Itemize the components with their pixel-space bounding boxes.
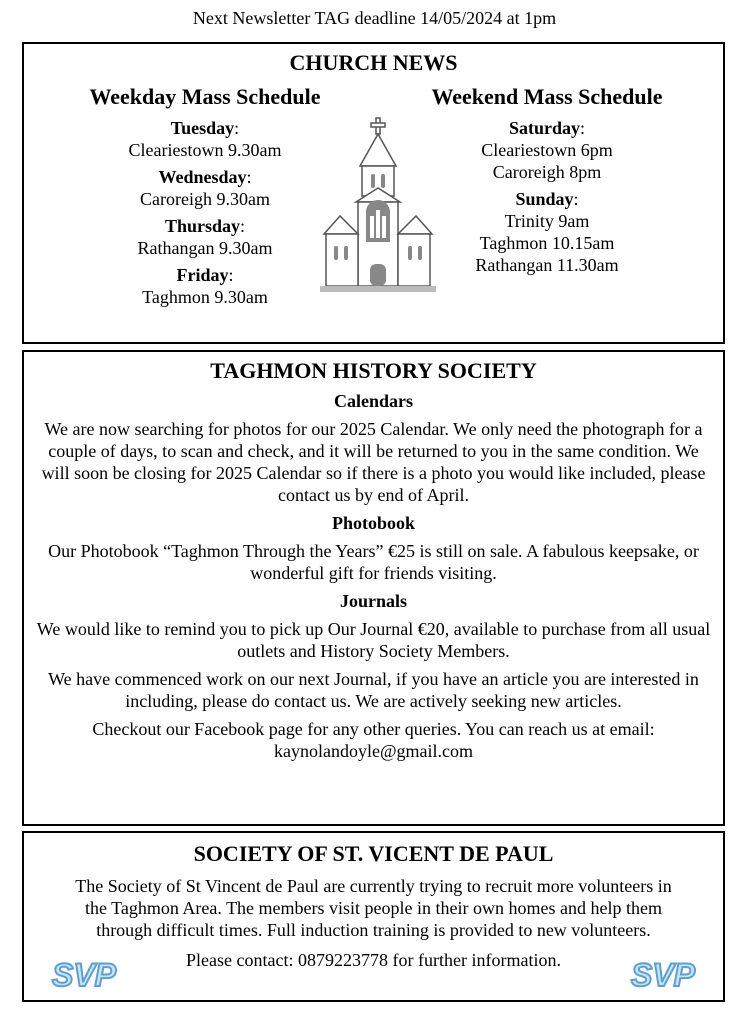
weekend-time: Taghmon 10.15am bbox=[479, 233, 615, 253]
weekday-time: Rathangan 9.30am bbox=[137, 238, 273, 258]
svp-box bbox=[22, 831, 725, 1002]
calendars-heading: Calendars bbox=[333, 391, 413, 411]
weekend-time: Cleariestown 6pm bbox=[481, 140, 613, 160]
weekday-time: Taghmon 9.30am bbox=[142, 287, 268, 307]
weekday-day-friday: Friday: bbox=[176, 265, 234, 285]
weekend-time: Trinity 9am bbox=[504, 211, 590, 231]
weekend-day-saturday: Saturday: bbox=[508, 118, 586, 138]
newsletter-deadline: Next Newsletter TAG deadline 14/05/2024 at 1pm bbox=[192, 8, 557, 28]
svg-text:SVP: SVP bbox=[630, 958, 696, 992]
weekday-day-thursday: Thursday: bbox=[164, 216, 246, 236]
photobook-text: Our Photobook “Taghmon Through the Years” €25 is still on sale. A fabulous keepsake, or wonderful gift for friends visiting. bbox=[48, 541, 699, 583]
weekend-time: Rathangan 11.30am bbox=[475, 255, 619, 275]
weekend-schedule bbox=[402, 84, 692, 282]
history-society-title: TAGHMON HISTORY SOCIETY bbox=[210, 358, 537, 383]
svp-logo bbox=[611, 958, 715, 992]
svg-text:SVP: SVP bbox=[51, 958, 117, 992]
weekday-time: Caroreigh 9.30am bbox=[140, 189, 270, 209]
photobook-heading: Photobook bbox=[331, 513, 416, 533]
church-news-title: CHURCH NEWS bbox=[289, 50, 458, 75]
weekend-day-sunday: Sunday: bbox=[515, 189, 579, 209]
journals-text: We have commenced work on our next Journal, if you have an article you are interested in including, please do contact us. We are actively seeking new articles. bbox=[48, 669, 699, 711]
svp-contact: Please contact: 0879223778 for further information. bbox=[186, 950, 561, 970]
weekday-day-wednesday: Wednesday: bbox=[158, 167, 252, 187]
weekday-day-tuesday: Tuesday: bbox=[170, 118, 240, 138]
svp-text: The Society of St Vincent de Paul are currently trying to recruit more volunteers in the Taghmon Area. The members visit people in their own homes and help them through difficult times. Full induction training is provided to new volunteers. bbox=[75, 876, 672, 940]
weekend-heading: Weekend Mass Schedule bbox=[431, 84, 663, 109]
weekday-schedule bbox=[60, 84, 350, 314]
svp-title: SOCIETY OF ST. VICENT DE PAUL bbox=[193, 841, 554, 866]
weekday-heading: Weekday Mass Schedule bbox=[89, 84, 321, 109]
weekday-time: Cleariestown 9.30am bbox=[128, 140, 282, 160]
svp-logo bbox=[32, 958, 136, 992]
church-news-box bbox=[22, 42, 725, 344]
journals-heading: Journals bbox=[339, 591, 408, 611]
journals-text: We would like to remind you to pick up Our Journal €20, available to purchase from all usual outlets and History Society Members. bbox=[36, 619, 711, 661]
contact-text: Checkout our Facebook page for any other queries. You can reach us at email: kaynolandoyle@gmail.com bbox=[92, 719, 655, 761]
weekend-time: Caroreigh 8pm bbox=[492, 162, 602, 182]
history-society-box bbox=[22, 350, 725, 826]
calendars-text: We are now searching for photos for our 2025 Calendar. We only need the photograph for a couple of days, to scan and check, and it will be returned to you in the same condition. We will soon be closing for 2025 Calendar so if there is a photo you would like included, please contact us by end of April. bbox=[41, 419, 706, 505]
